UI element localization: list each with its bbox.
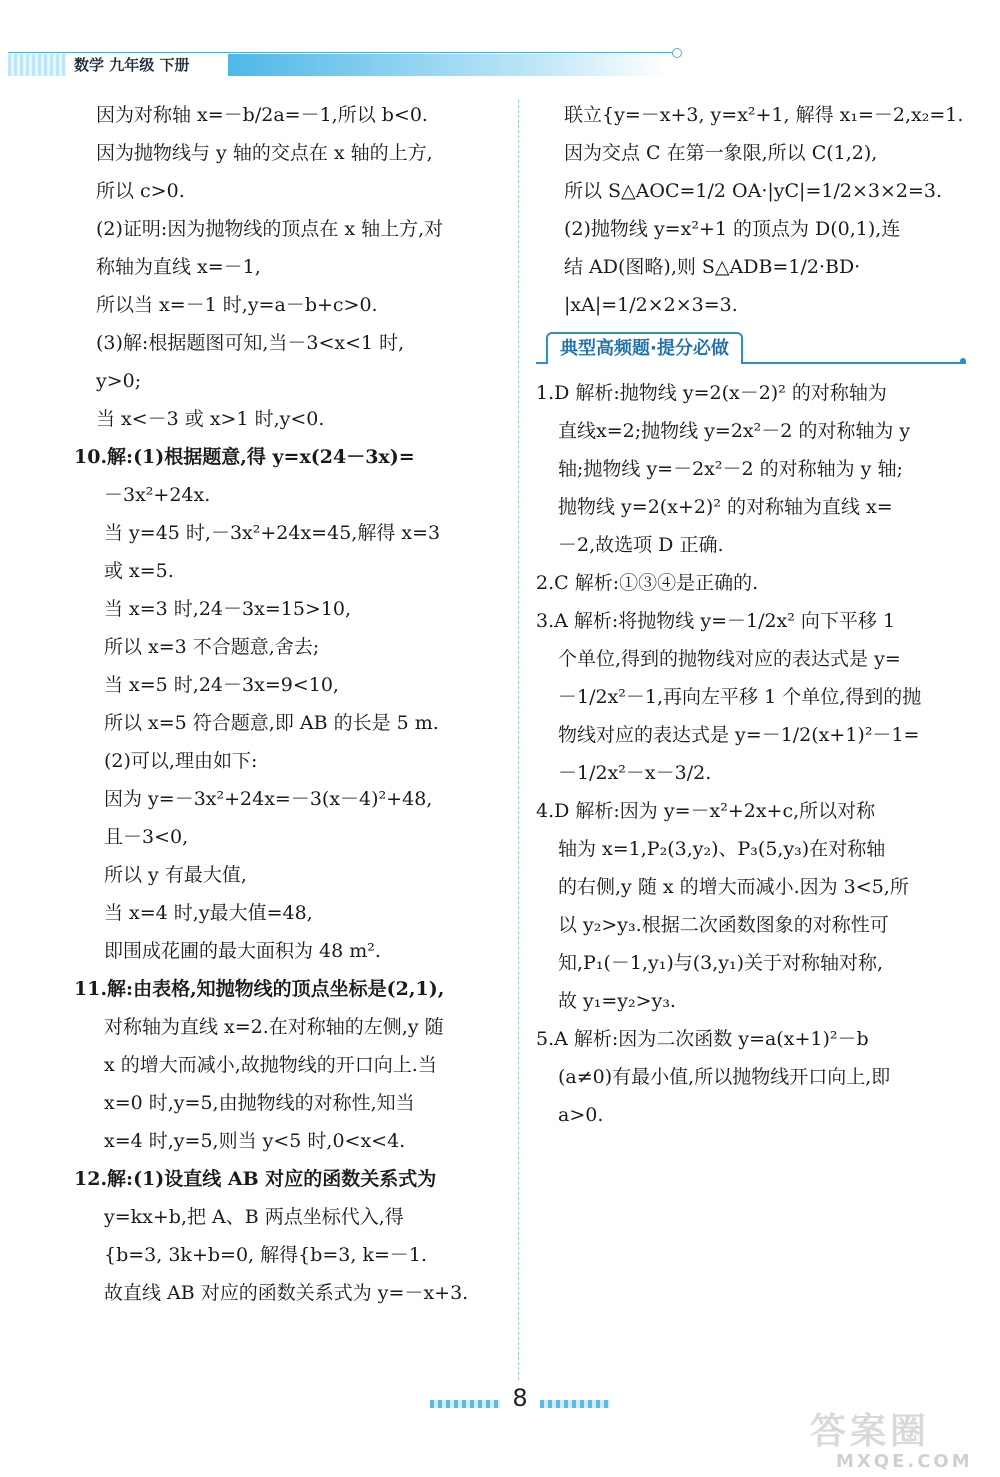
text-line: 且－3<0, [104,826,189,848]
text-line: (2)可以,理由如下: [104,750,258,772]
footer-ornament-right [540,1400,610,1408]
left-column [60,96,510,1312]
text-line: 因为交点 C 在第一象限,所以 C(1,2), [564,142,878,164]
text-line: y=kx+b,把 A、B 两点坐标代入,得 [104,1206,404,1228]
text-line: |xA|=1/2×2×3=3. [564,294,738,316]
page-number: 8 [512,1384,528,1412]
text-line: －1/2x²－x－3/2. [558,762,712,784]
text-line: (a≠0)有最小值,所以抛物线开口向上,即 [558,1066,891,1088]
equation-system-line: 联立{y=－x+3, y=x²+1, 解得 x₁=－2,x₂=1. [564,104,964,126]
text-line: 故 y₁=y₂>y₃. [558,990,676,1012]
text-line: 的右侧,y 随 x 的增大而减小.因为 3<5,所 [558,876,909,898]
header-band-left [8,54,66,76]
text-line: x=0 时,y=5,由抛物线的对称性,知当 [104,1092,415,1114]
text-line: 轴;抛物线 y=－2x²－2 的对称轴为 y 轴; [558,458,903,480]
text-line: 直线x=2;抛物线 y=2x²－2 的对称轴为 y [558,420,911,442]
text-line: 即围成花圃的最大面积为 48 m². [104,940,381,962]
text-line: －2,故选项 D 正确. [558,534,724,556]
text-line: 因为抛物线与 y 轴的交点在 x 轴的上方, [96,142,433,164]
text-line: 个单位,得到的抛物线对应的表达式是 y= [558,648,901,670]
text-line: 所以 x=3 不合题意,舍去; [104,636,320,658]
text-line: 当 x<－3 或 x>1 时,y<0. [96,408,325,430]
text-line: 称轴为直线 x=－1, [96,256,261,278]
watermark-logo-text: 答案圈 [810,1411,931,1452]
answer-1: 1.D 解析:抛物线 y=2(x－2)² 的对称轴为 [536,382,887,404]
text-line: (2)抛物线 y=x²+1 的顶点为 D(0,1),连 [564,218,901,240]
text-line: 当 y=45 时,－3x²+24x=45,解得 x=3 [104,522,441,544]
page-header [0,44,1000,84]
text-line: 所以 c>0. [96,180,185,202]
equation-system-line: {b=3, 3k+b=0, 解得{b=3, k=－1. [104,1244,428,1266]
text-line: (2)证明:因为抛物线的顶点在 x 轴上方,对 [96,218,444,240]
problem-12-heading: 12.解:(1)设直线 AB 对应的函数关系式为 [74,1168,437,1190]
text-line: 所以 x=5 符合题意,即 AB 的长是 5 m. [104,712,439,734]
text-line: a>0. [558,1104,604,1126]
text-line: 对称轴为直线 x=2.在对称轴的左侧,y 随 [104,1016,444,1038]
text-line: x 的增大而减小,故抛物线的开口向上.当 [104,1054,437,1076]
problem-10-heading: 10.解:(1)根据题意,得 y=x(24－3x)= [74,446,415,468]
right-column [536,96,966,1134]
header-rule [8,52,674,53]
text-line: 所以当 x=－1 时,y=a－b+c>0. [96,294,378,316]
answer-4: 4.D 解析:因为 y=－x²+2x+c,所以对称 [536,800,876,822]
header-band-right [228,54,668,76]
text-line: 当 x=4 时,y最大值=48, [104,902,313,924]
section-rule-endpoint [960,358,966,364]
text-line: 因为对称轴 x=－b/2a=－1,所以 b<0. [96,104,428,126]
text-line: －3x²+24x. [104,484,211,506]
header-rule-endpoint [672,48,682,58]
text-line: 或 x=5. [104,560,174,582]
text-line: 结 AD(图略),则 S△ADB=1/2·BD· [564,256,861,278]
watermark [810,1412,990,1472]
answer-2: 2.C 解析:①③④是正确的. [536,572,759,594]
problem-11-heading: 11.解:由表格,知抛物线的顶点坐标是(2,1), [74,978,445,1000]
footer-ornament-left [430,1400,500,1408]
text-line: 物线对应的表达式是 y=－1/2(x+1)²－1= [558,724,920,746]
text-line: 所以 S△AOC=1/2 OA·|yC|=1/2×3×2=3. [564,180,943,202]
header-title: 数学 九年级 下册 [66,54,197,76]
section-heading [536,330,966,370]
text-line: y>0; [96,370,142,392]
text-line: 故直线 AB 对应的函数关系式为 y=－x+3. [104,1282,469,1304]
text-line: 所以 y 有最大值, [104,864,247,886]
text-line: 以 y₂>y₃.根据二次函数图象的对称性可 [558,914,889,936]
section-title: 典型高频题·提分必做 [546,332,743,364]
answer-5: 5.A 解析:因为二次函数 y=a(x+1)²－b [536,1028,869,1050]
watermark-url: MXQE.COM [836,1451,973,1472]
text-line: (3)解:根据题图可知,当－3<x<1 时, [96,332,405,354]
text-line: 当 x=5 时,24－3x=9<10, [104,674,339,696]
text-line: 当 x=3 时,24－3x=15>10, [104,598,352,620]
column-divider [518,100,519,1380]
text-line: 轴为 x=1,P₂(3,y₂)、P₃(5,y₃)在对称轴 [558,838,886,860]
answer-3: 3.A 解析:将抛物线 y=－1/2x² 向下平移 1 [536,610,896,632]
text-line: 知,P₁(－1,y₁)与(3,y₁)关于对称轴对称, [558,952,884,974]
text-line: x=4 时,y=5,则当 y<5 时,0<x<4. [104,1130,406,1152]
text-line: －1/2x²－1,再向左平移 1 个单位,得到的抛 [558,686,922,708]
text-line: 抛物线 y=2(x+2)² 的对称轴为直线 x= [558,496,893,518]
text-line: 因为 y=－3x²+24x=－3(x－4)²+48, [104,788,433,810]
